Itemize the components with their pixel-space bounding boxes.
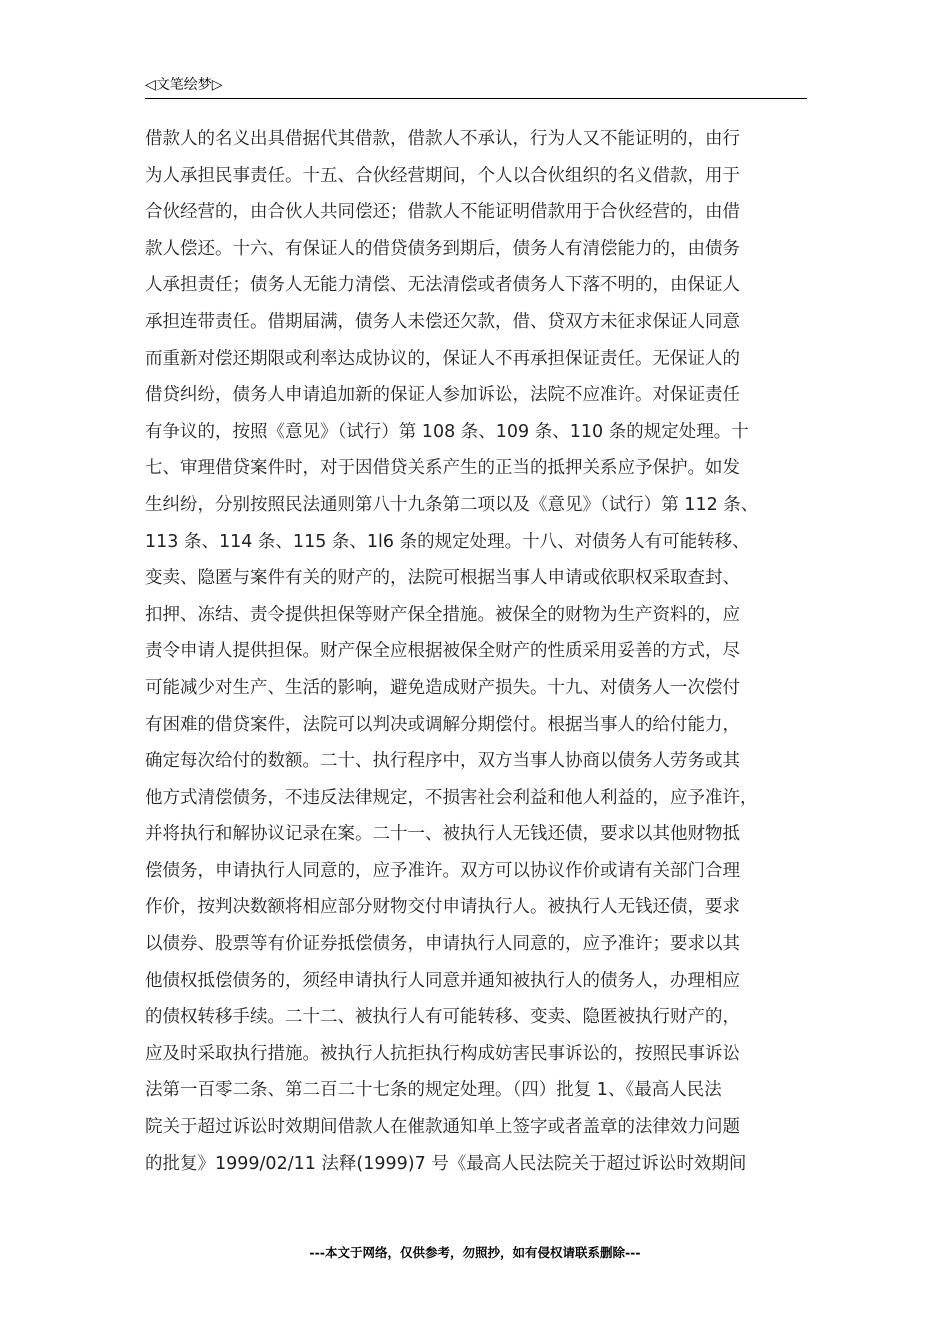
body-line: 变卖、隐匿与案件有关的财产的，法院可根据当事人申请或依职权采取查封、 bbox=[145, 568, 740, 589]
body-line: 责令申请人提供担保。财产保全应根据被保全财产的性质采用妥善的方式，尽 bbox=[145, 641, 740, 662]
body-line: 偿债务，申请执行人同意的，应予准许。双方可以协议作价或请有关部门合理 bbox=[145, 860, 740, 881]
body-line: 113 条、114 条、115 条、1l6 条的规定处理。十八、对债务人有可能转移、 bbox=[145, 531, 750, 552]
body-line: 的债权转移手续。二十二、被执行人有可能转移、变卖、隐匿被执行财产的， bbox=[145, 1007, 740, 1028]
body-line: 人承担责任；债务人无能力清偿、无法清偿或者债务人下落不明的，由保证人 bbox=[145, 275, 740, 296]
body-line: 可能减少对生产、生活的影响，避免造成财产损失。十九、对债务人一次偿付 bbox=[145, 677, 740, 698]
body-line: 借贷纠纷，债务人申请追加新的保证人参加诉讼，法院不应准许。对保证责任 bbox=[145, 385, 740, 406]
page-footer: ---本文于网络，仅供参考，勿照抄，如有侵权请联系删除--- bbox=[309, 1245, 641, 1260]
body-line: 有困难的借贷案件，法院可以判决或调解分期偿付。根据当事人的给付能力， bbox=[145, 714, 740, 735]
body-line: 借款人的名义出具借据代其借款，借款人不承认，行为人又不能证明的，由行 bbox=[145, 129, 740, 149]
body-line: 院关于超过诉讼时效期间借款人在催款通知单上签字或者盖章的法律效力问题 bbox=[145, 1117, 740, 1138]
document-body bbox=[145, 121, 815, 1182]
body-line: 作价，按判决数额将相应部分财物交付申请执行人。被执行人无钱还债，要求 bbox=[145, 897, 740, 918]
body-line: 法第一百零二条、第二百二十七条的规定处理。（四）批复 1、《最高人民法 bbox=[145, 1080, 722, 1101]
body-line: 他债权抵偿债务的，须经申请执行人同意并通知被执行人的债务人，办理相应 bbox=[145, 970, 740, 991]
body-line: 扣押、冻结、责令提供担保等财产保全措施。被保全的财物为生产资料的，应 bbox=[145, 604, 740, 625]
page-header bbox=[145, 74, 807, 99]
body-line: 合伙经营的，由合伙人共同偿还；借款人不能证明借款用于合伙经营的，由借 bbox=[145, 202, 740, 223]
body-line: 承担连带责任。借期届满，债务人未偿还欠款，借、贷双方未征求保证人同意 bbox=[145, 311, 740, 332]
body-line: 七、审理借贷案件时，对于因借贷关系产生的正当的抵押关系应予保护。如发 bbox=[145, 458, 740, 479]
body-line: 而重新对偿还期限或利率达成协议的，保证人不再承担保证责任。无保证人的 bbox=[145, 348, 740, 369]
body-line: 款人偿还。十六、有保证人的借贷债务到期后，债务人有清偿能力的，由债务 bbox=[145, 238, 740, 259]
body-line: 并将执行和解协议记录在案。二十一、被执行人无钱还债，要求以其他财物抵 bbox=[145, 824, 740, 845]
body-line: 他方式清偿债务，不违反法律规定，不损害社会利益和他人利益的，应予准许， bbox=[145, 787, 758, 808]
body-line: 的批复》1999/02/11 法释(1999)7 号《最高人民法院关于超过诉讼时效期间 bbox=[145, 1153, 747, 1174]
header-title: ◁文笔绘梦▷ bbox=[145, 77, 223, 93]
body-line: 为人承担民事责任。十五、合伙经营期间，个人以合伙组织的名义借款，用于 bbox=[145, 165, 740, 186]
body-line: 确定每次给付的数额。二十、执行程序中，双方当事人协商以债务人劳务或其 bbox=[145, 751, 740, 772]
body-line: 应及时采取执行措施。被执行人抗拒执行构成妨害民事诉讼的，按照民事诉讼 bbox=[145, 1043, 740, 1064]
body-line: 有争议的，按照《意见》（试行）第 108 条、109 条、110 条的规定处理。十 bbox=[145, 421, 749, 442]
body-line: 以债券、股票等有价证券抵偿债务，申请执行人同意的，应予准许；要求以其 bbox=[145, 934, 740, 955]
body-line: 生纠纷，分别按照民法通则第八十九条第二项以及《意见》（试行）第 112 条、 bbox=[145, 494, 759, 515]
